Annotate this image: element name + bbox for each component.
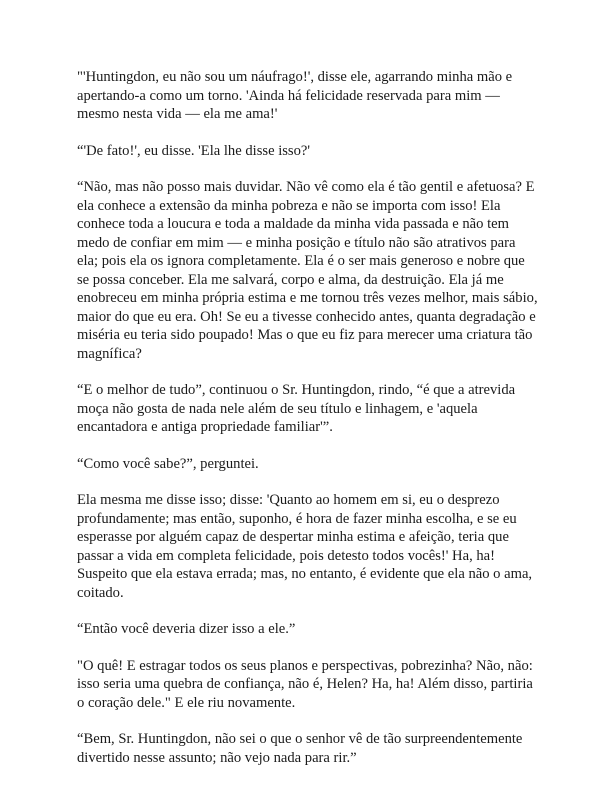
paragraph-9: “Bem, Sr. Huntingdon, não sei o que o senhor vê de tão surpreendentemente divertido nesse assunto; não vejo nada para rir.” [77,731,523,766]
paragraph-7: “Então você deveria dizer isso a ele.” [77,621,296,637]
paragraph-8: "O quê! E estragar todos os seus planos e perspectivas, pobrezinha? Não, não: isso seria uma quebra de confiança, não é, Helen? Ha, ha! Além disso, partiria o coração dele." E ele riu novamente. [77,657,533,711]
paragraph-1: "'Huntingdon, eu não sou um náufrago!', disse ele, agarrando minha mão e apertando-a como um torno. 'Ainda há felicidade reservada para mim — mesmo nesta vida — ela me ama!' [77,69,513,122]
paragraph-2: “'De fato!', eu disse. 'Ela lhe disse isso?' [77,142,311,159]
paragraph-6: Ela mesma me disse isso; disse: 'Quanto ao homem em si, eu o desprezo profundamente; mas então, suponho, é hora de fazer minha escolha, e se eu esperasse por alguém capaz de despertar minha estima e afeição, teria que passar a vida em completa felicidade, pois detesto todos vocês!' Ha, ha! Suspeito que ela estava errada; mas, no entanto, é evidente que ela não o ama, coitado. [77,492,533,601]
paragraph-4: “E o melhor de tudo”, continuou o Sr. Huntingdon, rindo, “é que a atrevida moça não gosta de nada nele além de seu título e linhagem, e 'aquela encantadora e antiga propriedade familiar'”. [77,382,516,435]
paragraph-3: “Não, mas não posso mais duvidar. Não vê como ela é tão gentil e afetuosa? E ela conhece a extensão da minha pobreza e não se importa com isso! Ela conhece toda a loucura e toda a maldade da minha vida passada e não tem medo de confiar em mim — e minha posição e título não são atrativos para ela; pois ela os ignora completamente. Ela é o ser mais generoso e nobre que se possa conceber. Ela me salvará, corpo e alma, da destruição. Ela já me enobreceu em minha própria estima e me tornou três vezes melhor, mais sábio, maior do que eu era. Oh! Se eu a tivesse conhecido antes, quanta degradação e miséria eu teria sido poupado! Mas o que eu fiz para merecer uma criatura tão magnífica? [77,179,538,362]
paragraph-5: “Como você sabe?”, perguntei. [77,455,259,472]
document-page [77,68,540,785]
